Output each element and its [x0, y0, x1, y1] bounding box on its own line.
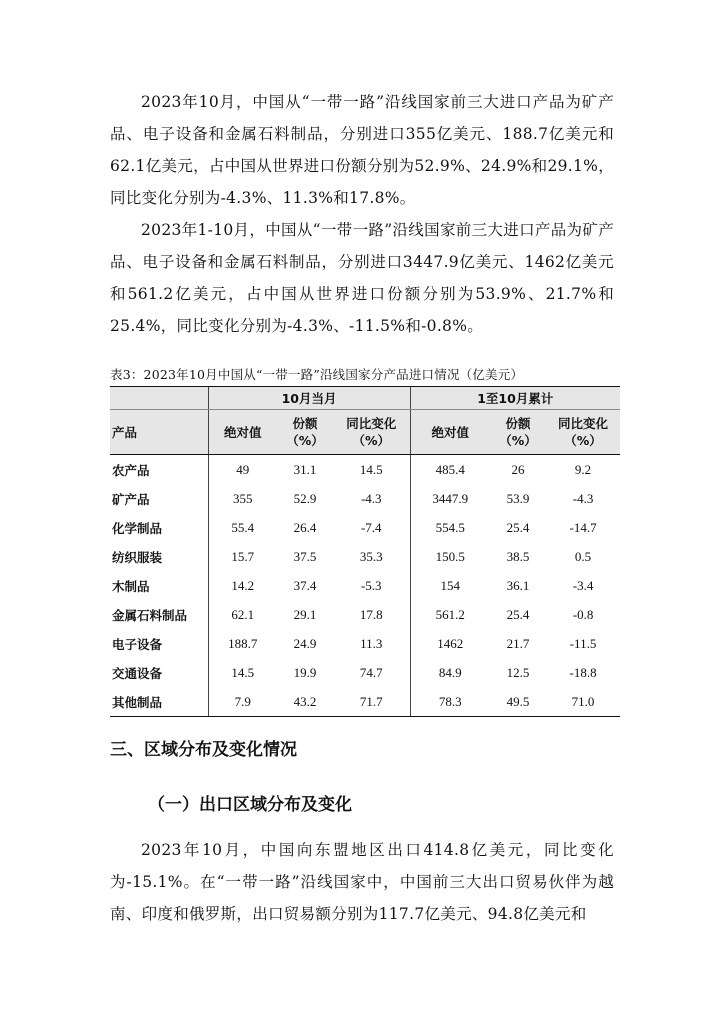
table-cell: 17.8: [359, 606, 383, 622]
table-cell: 71.7: [333, 687, 410, 717]
product-name-cell: 其他制品: [110, 687, 208, 717]
table-cell: 154: [410, 571, 490, 600]
table-cell: 15.7: [208, 542, 277, 571]
table-cell: 25.4: [506, 606, 530, 622]
table-cell: 29.1: [293, 606, 317, 622]
column-header-yoy: 同比变化（%）: [333, 410, 410, 455]
product-name-cell: 农产品: [112, 462, 150, 478]
table-cell: 14.5: [359, 461, 383, 477]
table-cell: 150.5: [410, 542, 490, 571]
table-cell: 561.2: [410, 600, 490, 629]
subsection-heading: （一）出口区域分布及变化: [148, 795, 352, 815]
table-cell: 1462: [410, 629, 490, 658]
column-header-ytd-yoy: 同比变化（%）: [546, 410, 620, 455]
table-cell: 53.9: [506, 490, 530, 506]
table-row: [110, 629, 620, 658]
table-cell: 84.9: [410, 658, 490, 687]
group-header-october: 10月当月: [208, 387, 410, 410]
table-cell: -7.4: [360, 519, 382, 535]
table-cell: 7.9: [208, 687, 277, 717]
table-cell: -5.3: [360, 577, 382, 593]
table-cell: 38.5: [506, 548, 530, 564]
product-name-cell: 电子设备: [112, 636, 163, 652]
table-cell: 21.7: [506, 635, 530, 651]
column-header-ytd-share: 份额（%）: [490, 410, 546, 455]
paragraph-oct-imports: 2023年10月，中国从“一带一路”沿线国家前三大进口产品为矿产品、电子设备和金属石料制品，分别进口355亿美元、188.7亿美元和62.1亿美元，占中国从世界进口份额分别为52.9%、24.9%和29.1%，同比变化分别为-4.3%、11.3%和17.8%。: [110, 93, 614, 207]
table-row: [110, 571, 620, 600]
table-cell: 11.3: [360, 635, 383, 651]
table-cell: 35.3: [359, 548, 383, 564]
table-cell: 71.0: [546, 687, 620, 717]
table-cell: 12.5: [506, 664, 530, 680]
table-cell: 0.5: [574, 548, 592, 564]
table-cell: -0.8: [572, 606, 594, 622]
table-cell: 36.1: [506, 577, 530, 593]
column-header-ytd-value: 绝对值: [410, 410, 490, 455]
table-cell: 43.2: [277, 687, 333, 717]
table-body: [110, 455, 620, 717]
product-name-cell: 化学制品: [112, 520, 163, 536]
table-cell: 3447.9: [410, 484, 490, 513]
table-cell: 49: [208, 455, 277, 485]
table-row: [110, 600, 620, 629]
table-cell: 25.4: [506, 519, 530, 535]
table-cell: -14.7: [569, 519, 597, 535]
table-cell: 355: [208, 484, 277, 513]
product-name-cell: 金属石料制品: [112, 607, 188, 623]
paragraph-export-regions: 2023年10月，中国向东盟地区出口414.8亿美元，同比变化为-15.1%。在“一带一路”沿线国家中，中国前三大出口贸易伙伴为越南、印度和俄罗斯，出口贸易额分别为117.7亿美元、94.8亿美元和: [110, 841, 614, 923]
table-row: [110, 455, 620, 485]
column-header-value: 绝对值: [208, 410, 277, 455]
table-cell: 26: [511, 461, 525, 477]
product-name-cell: 木制品: [112, 578, 150, 594]
table-column-header-row: [110, 410, 620, 455]
table-cell: 37.5: [293, 548, 317, 564]
table-cell: -11.5: [569, 635, 597, 651]
table-cell: 74.7: [359, 664, 383, 680]
table-row: [110, 513, 620, 542]
table-cell: 14.5: [208, 658, 277, 687]
table-cell: 49.5: [490, 687, 546, 717]
product-name-cell: 交通设备: [112, 665, 163, 681]
section-heading: 三、区域分布及变化情况: [110, 740, 297, 760]
table-cell: 62.1: [208, 600, 277, 629]
table-cell: -18.8: [569, 664, 597, 680]
table-cell: 14.2: [208, 571, 277, 600]
table-corner-cell: [110, 387, 208, 410]
table-row: [110, 484, 620, 513]
table-row: [110, 658, 620, 687]
product-name-cell: 矿产品: [112, 491, 150, 507]
table-group-header-row: [110, 387, 620, 410]
table-caption: 表3：2023年10月中国从“一带一路”沿线国家分产品进口情况（亿美元）: [110, 367, 524, 382]
table-cell: -4.3: [360, 490, 382, 506]
column-header-share: 份额（%）: [277, 410, 333, 455]
table-cell: 26.4: [293, 519, 317, 535]
product-name-cell: 纺织服装: [112, 549, 163, 565]
table-cell: 24.9: [293, 635, 317, 651]
table-cell: 78.3: [410, 687, 490, 717]
table-cell: 188.7: [208, 629, 277, 658]
column-header-product: 产品: [110, 410, 208, 455]
table-cell: 9.2: [574, 461, 592, 477]
table-row: [110, 687, 620, 717]
table-row: [110, 542, 620, 571]
import-by-product-table: [110, 386, 620, 717]
table-cell: 485.4: [410, 455, 490, 485]
table-cell: -3.4: [572, 577, 594, 593]
table-cell: 19.9: [293, 664, 317, 680]
table-cell: 55.4: [208, 513, 277, 542]
table-cell: 554.5: [410, 513, 490, 542]
table-cell: 52.9: [293, 490, 317, 506]
group-header-jan-oct: 1至10月累计: [410, 387, 620, 410]
table-cell: 31.1: [293, 461, 317, 477]
table-cell: 37.4: [293, 577, 317, 593]
table-cell: -4.3: [572, 490, 594, 506]
paragraph-jan-oct-imports: 2023年1-10月，中国从“一带一路”沿线国家前三大进口产品为矿产品、电子设备和金属石料制品，分别进口3447.9亿美元、1462亿美元和561.2亿美元，占中国从世界进口份额分别为53.9%、21.7%和25.4%，同比变化分别为-4.3%、-11.5%和-0.8%。: [110, 221, 614, 335]
